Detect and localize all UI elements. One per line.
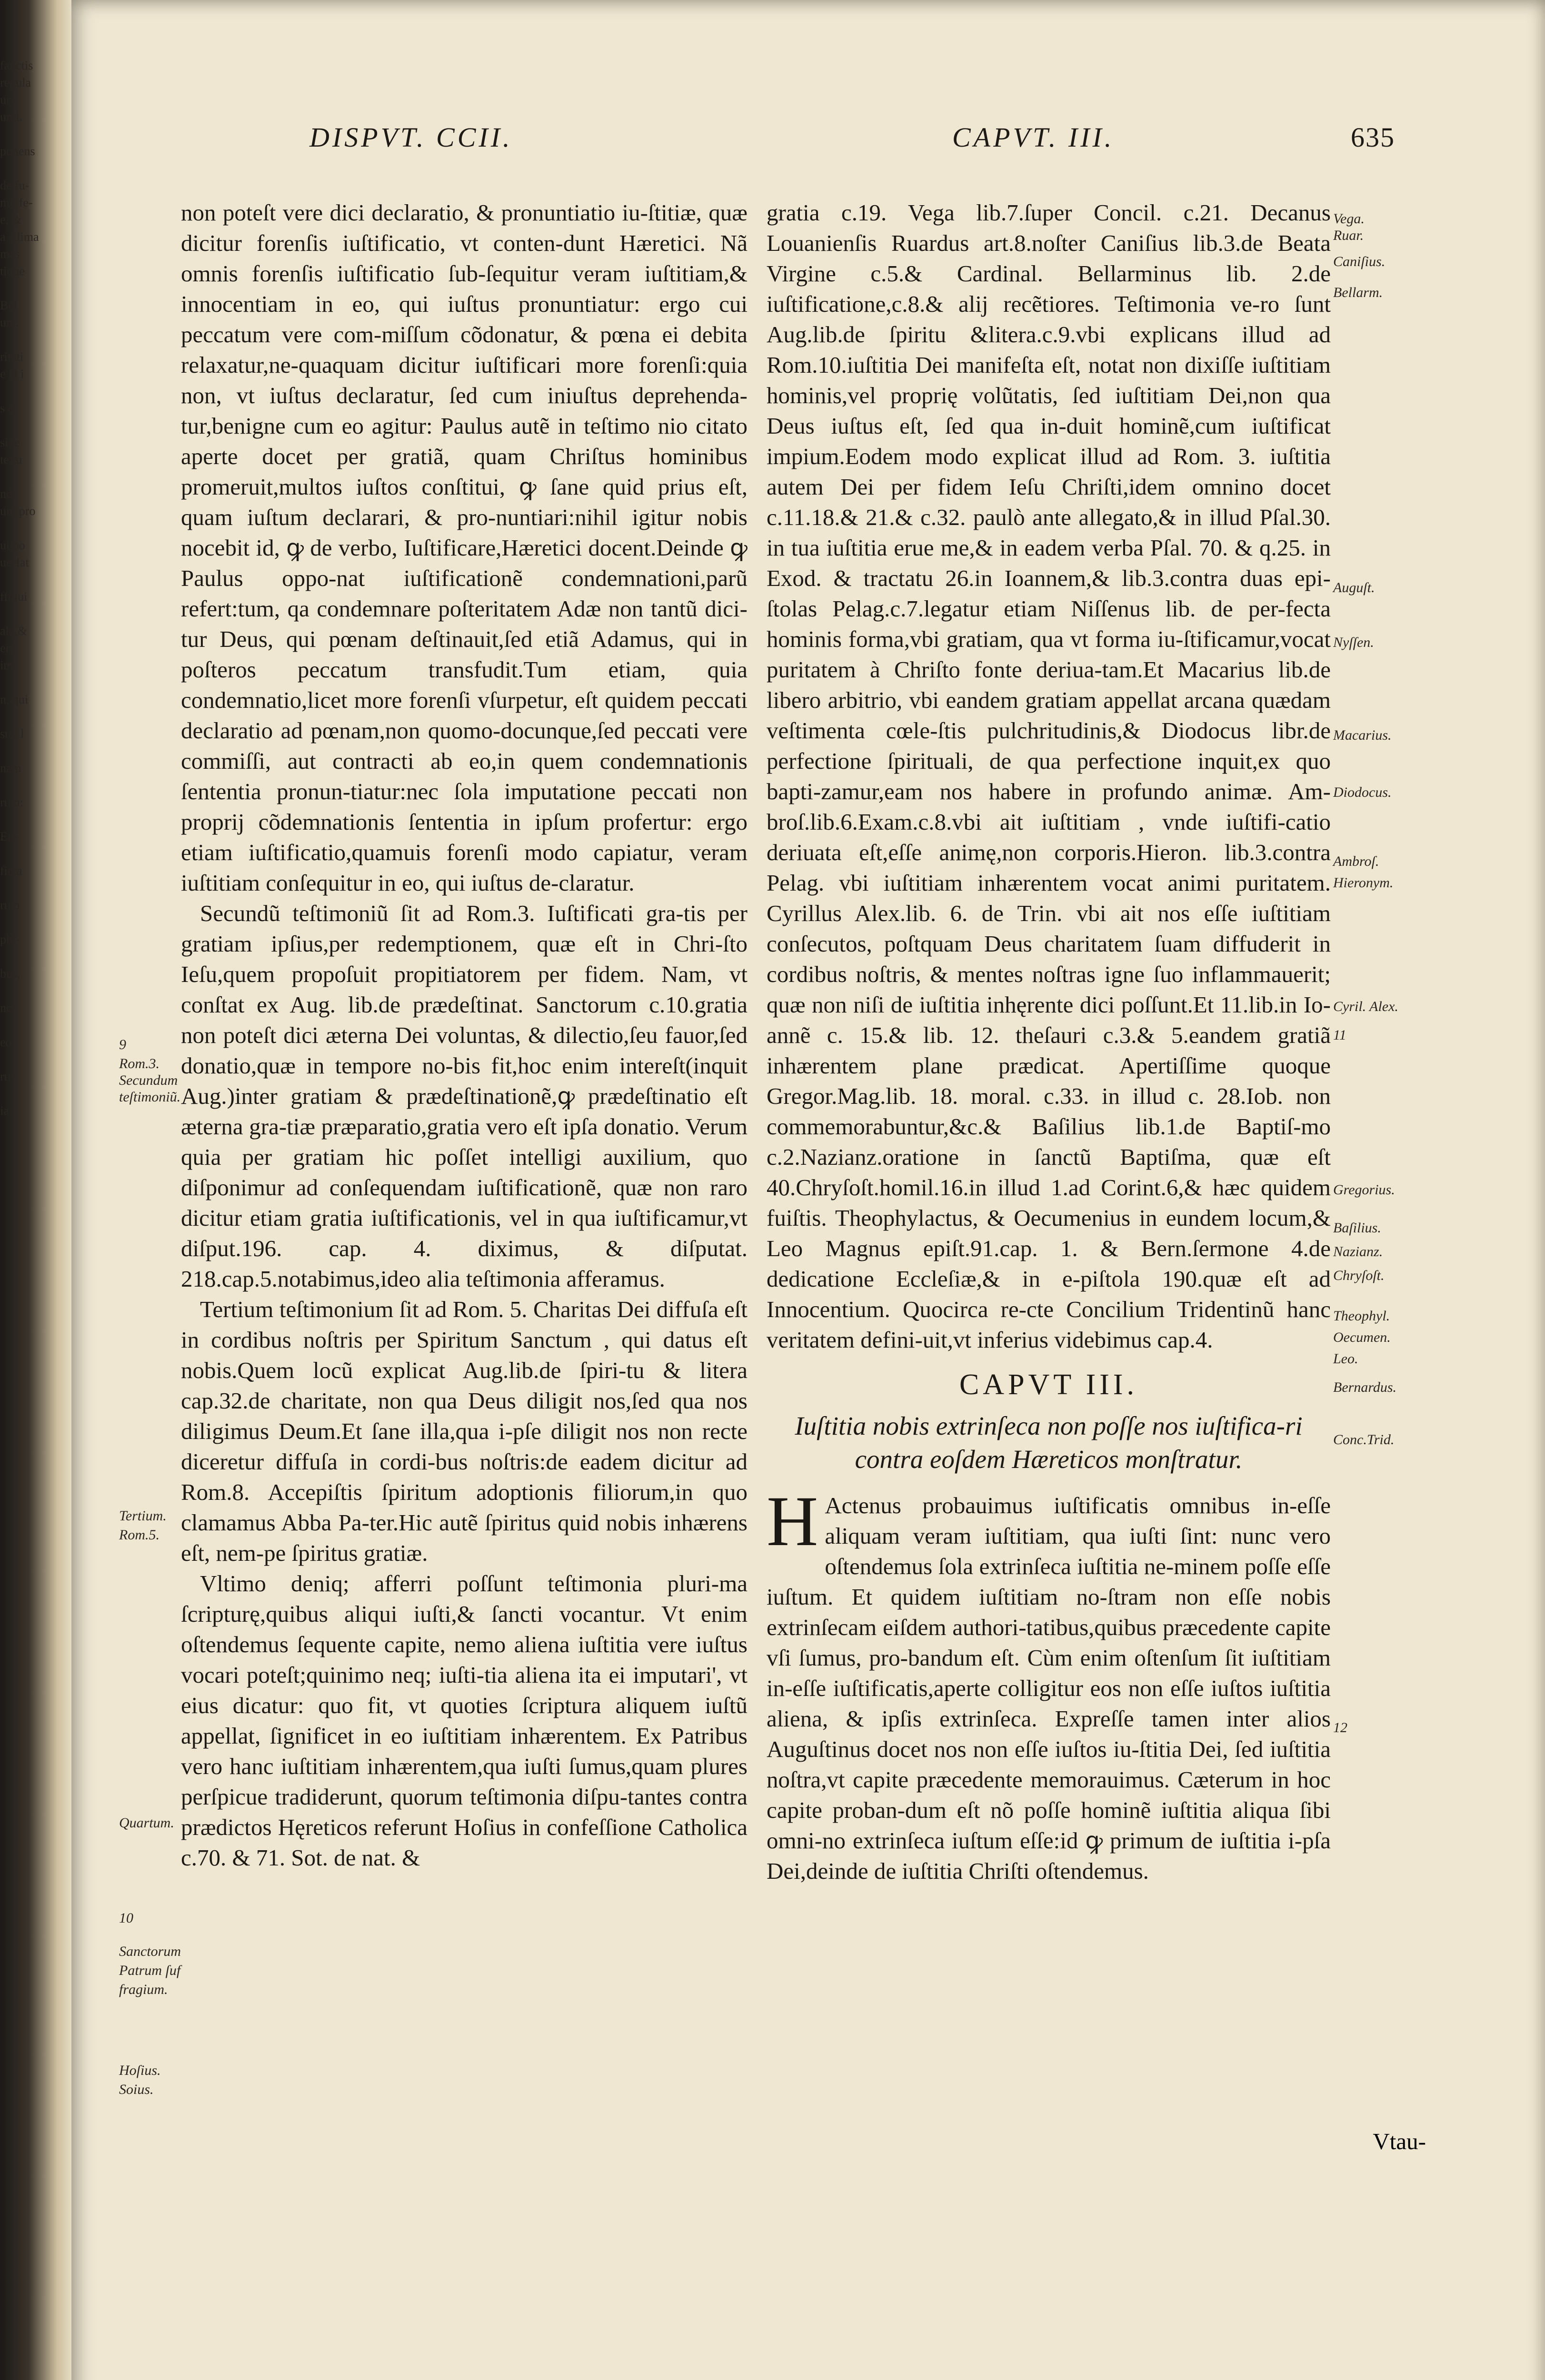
margin-note: Nazianz.: [1333, 1244, 1383, 1259]
margin-note: Sanctorum: [119, 1944, 181, 1959]
prev-page-fragment: phi-: [0, 932, 20, 946]
prev-page-fragment: nam: [0, 761, 21, 775]
margin-note: Tertium.: [119, 1508, 167, 1524]
prev-page-fragment: [0, 468, 62, 486]
prev-page-fragment: ffolui: [0, 590, 28, 604]
prev-page-fragment: [0, 845, 62, 863]
prev-page-fragment: rum:: [0, 795, 24, 809]
prev-page-fragment: im.: [0, 658, 16, 672]
prev-page-fragment: ru-: [0, 1070, 15, 1083]
prev-page-fragment: uerfat: [0, 555, 29, 569]
chapter-body: [767, 1482, 1331, 1886]
prev-page-fragment: [0, 331, 62, 348]
prev-page-fragment: e, &: [0, 213, 21, 227]
margin-note: Conc.Trid.: [1333, 1432, 1395, 1448]
prev-page-fragment: sine: [0, 436, 20, 449]
prev-page-fragment: s &: [0, 401, 18, 415]
margin-note: Baſilius.: [1333, 1220, 1381, 1236]
prev-page-fragment: um pro: [0, 504, 36, 518]
margin-note: Ruar.: [1333, 228, 1364, 243]
margin-note: Patrum ſuf: [119, 1963, 181, 1978]
margin-note: 11: [1333, 1027, 1346, 1043]
margin-note: Secundum: [119, 1072, 178, 1088]
prev-page-fragment: e D i: [0, 367, 24, 381]
prev-page-fragment: sui. l: [0, 727, 24, 741]
margin-note: Bellarm.: [1333, 285, 1383, 300]
prev-page-fragment: [0, 126, 62, 143]
header-caput: CAPVT. III.: [952, 122, 1115, 153]
margin-note: Rom.5.: [119, 1527, 159, 1543]
prev-page-fragment: um.: [0, 316, 19, 329]
margin-note: Auguſt.: [1333, 580, 1375, 595]
prev-page-fragment: nd:: [0, 487, 16, 501]
chapter-subtitle: Iuſtitia nobis extrinſeca non poſſe nos iuſtifica-ri contra eoſdem Hæreticos monſtratur.: [795, 1411, 1303, 1474]
prev-page-fragment: [0, 280, 62, 297]
prev-page-fragment: eo: [0, 1035, 12, 1049]
margin-note: Caniſius.: [1333, 254, 1386, 269]
margin-note: fragium.: [119, 1982, 168, 1997]
margin-note: 9: [119, 1037, 126, 1052]
prev-page-fragment: [0, 948, 62, 965]
margin-note: Diodocus.: [1333, 784, 1392, 800]
prev-page-fragment: mas: [0, 247, 20, 261]
prev-page-fragment: ficta: [0, 864, 22, 878]
margin-note: Nyſſen.: [1333, 635, 1374, 650]
margin-note: Gregorius.: [1333, 1182, 1395, 1198]
margin-note: Hieronym.: [1333, 875, 1394, 891]
margin-note: Bernardus.: [1333, 1379, 1397, 1395]
prev-page-fragment: [0, 571, 62, 588]
margin-note: Theophyl.: [1333, 1308, 1390, 1324]
margin-note: 12: [1333, 1720, 1347, 1735]
right-column: [767, 198, 1331, 1886]
margin-note: 10: [119, 1910, 133, 1926]
right-paragraph-1: gratia c.19. Vega lib.7.ſuper Concil. c.21. Decanus Louanienſis Ruardus art.8.noſter Caniſius lib.3.de Beata Virgine c.5.& Cardinal. Bellarminus lib. 2.de iuſtificatione,c.8.& alij recẽtiores. Teſtimonia ve-ro ſunt Aug.lib.de ſpiritu &litera.c.9.vbi explicans illud ad Rom.10.iuſtitia Dei manifeſta eſt, notat non dixiſſe iuſtitiam hominis,vel proprię volũtatis, ſed iuſtitiam Dei,non qua Deus iuſtus eſt, ſed qua in-duit hominẽ,cum iuſtificat impium.Eodem modo explicat illud ad Rom. 3. iuſtitia autem Dei per fidem Ieſu Chriſti,idem omnino docet c.11.18.& 21.& c.32. paulò ante allegato,& in illud Pſal.30. in tua iuſtitia erue me,& in eadem verba Pſal. 70. & q.25. in Exod. & tractatu 26.in Ioannem,& lib.3.contra duas epi-ſtolas Pelag.c.7.legatur etiam Niſſenus lib. de per-fecta hominis forma,vbi gratiam, qua vt forma iu-ſtificamur,vocat puritatem à Chriſto fonte deriua-tam.Et Macarius lib.de libero arbitrio, vbi eandem gratiam appellat arcana quædam veſtimenta cœle-ſtis pulchritudinis,& Diodocus libr.de perfectione ſpirituali, de qua perfectione inquit,ex quo bapti-zamur,eam nos habere in profundo animæ. Am-broſ.lib.6.Exam.c.8.vbi ait iuſtitiam , vnde iuſtifi-catio deriuata eſt,eſſe animę,non corporis.Hieron. lib.3.contra Pelag. vbi iuſtitiam inhærentem vocat animi puritatem. Cyrillus Alex.lib. 6. de Trin. vbi ait nos eſſe iuſtitiam conſecutos, poſtquam Deus charitatem ſuam diffuderit in cordibus noſtris, & mentes noſtras igne ſuo inflammauerit; quæ non niſi de iuſtitia inhęrente dici poſſunt.Et 11.lib.in Io-annẽ c. 15.& lib. 12. theſauri c.3.& 5.eandem gratiã inhærentem plane prædicat. Apertiſſime quoque Gregor.Mag.lib. 18. moral. c.33. in illud c. 28.Iob. non commemorabuntur,&c.& Baſilius lib.1.de Baptiſ-mo c.2.Nazianz.oratione in ſanctũ Baptiſma, quæ eſt 40.Chryſoſt.homil.16.in illud 1.ad Corint.6,& hæc quidem fuiſtis. Theophylactus, & Oecumenius in eundem locum,& Leo Magnus epiſt.91.cap. 1. & Bern.ſermone 4.de dedicatione Eccleſiæ,& in e-piſtola 190.quæ eſt ad Innocentium. Quocirca re-cte Concilium Tridentinũ hanc veritatem defini-uit,vt inferius videbimus cap.4.: [767, 199, 1331, 1353]
prev-page-fragment: fanctis: [0, 59, 33, 72]
prev-page-fragment: nc-: [0, 1001, 16, 1015]
prev-page-fragment: [0, 383, 62, 400]
prev-page-fragment: ero: [0, 641, 16, 655]
margin-note: Hoſius.: [119, 2063, 161, 2078]
prev-page-fragment: Bel: [0, 298, 18, 312]
prev-page-fragment: de fu-: [0, 178, 30, 192]
prev-page-fragment: [0, 1017, 62, 1034]
margin-note: teſtimoniũ.: [119, 1089, 181, 1105]
page-number: 635: [1351, 122, 1395, 153]
prev-page-fragment: [0, 914, 62, 931]
prev-page-fragment: [0, 777, 62, 794]
prev-page-fragment: ui po: [0, 538, 25, 552]
prev-page-fragment: [0, 880, 62, 897]
prev-page-fragment: [0, 160, 62, 177]
margin-note: Ambroſ.: [1333, 853, 1379, 869]
prev-page-fragment: [0, 708, 62, 725]
header-disputatio: DISPVT. CCII.: [309, 122, 513, 153]
prev-page-fragment: [0, 417, 62, 434]
margin-note: Vega.: [1333, 211, 1365, 227]
margin-note: Soius.: [119, 2082, 154, 2097]
prev-page-fragment: ale,&: [0, 624, 28, 638]
prev-page-fragment: mo fe-: [0, 196, 33, 209]
running-header: [309, 121, 1395, 159]
prev-page-fragment: umi.: [0, 110, 22, 124]
left-paragraph-2: Secundũ teſtimoniũ ſit ad Rom.3. Iuſtificati gra-tis per gratiam ipſius,per redemptionem, quæ eſt in Chri-ſto Ieſu,quem propoſuit propitiatorem per fidem. Nam, vt conſtat ex Aug. lib.de prædeſtinat. Sanctorum c.10.gratia non poteſt dici æterna Dei voluntas, & dilectio,ſeu fauor,ſed donatio,quæ in tempore no-bis fit,hoc enim intereſt(inquit Aug.)inter gratiam & prædeſtinationẽ,ꝙ prædeſtinatio eſt æterna gra-tiæ præparatio,gratia vero eſt ipſa donatio. Verum quia per gratiam hic poſſet intelligi auxilium, quo diſponimur ad conſequendam iuſtificationẽ, quæ non raro dicitur etiam gratia iuſtificationis, vel in qua iuſtificamur,vt diſput.196. cap. 4. diximus, & diſputat. 218.cap.5.notabimus,ideo alia teſtimonia afferamus.: [181, 900, 748, 1292]
left-column: [181, 198, 748, 1873]
prev-page-fragment: [0, 605, 62, 623]
prev-page-fragment: tique: [0, 264, 25, 278]
margin-note: Rom.3.: [119, 1056, 159, 1071]
catchword: Vtau-: [1373, 2128, 1426, 2154]
prev-page-fragment: [0, 520, 62, 537]
prev-page-fragment: ia: [0, 1104, 9, 1118]
margin-note: Quartum.: [119, 1815, 174, 1831]
prev-page-fragment: n, qui: [0, 693, 29, 706]
prev-page-fragment: rum: [0, 898, 20, 912]
prev-page-fragment: [0, 1085, 62, 1102]
margin-note: Cyril. Alex.: [1333, 999, 1398, 1014]
prev-page-fragment: [0, 674, 62, 691]
drop-cap-initial: H: [767, 1482, 818, 1561]
prev-page-fragment: [0, 982, 62, 1000]
prev-page-fragment: bus,: [0, 967, 20, 981]
left-paragraph-3: Tertium teſtimonium ſit ad Rom. 5. Charitas Dei diffuſa eſt in cordibus noſtris per Spiritum Sanctum , qui datus eſt nobis.Quem locũ explicat Aug.lib.de ſpiri-tu & litera cap.32.de charitate, non qua Deus diligit nos,ſed qua nos diligimus Deum.Et ſane illa,qua i-pſe diligit nos non recte diceretur diffuſa in cordi-bus noſtris:de eadem dicitur ad Rom.8. Accepiſtis ſpiritum adoptionis filiorum,in quo clamamus Abba Pa-ter.Hic autẽ ſpiritus quid nobis inhærens eſt, nem-pe ſpiritus gratiæ.: [181, 1296, 748, 1566]
margin-note: Oecumen.: [1333, 1329, 1391, 1345]
left-paragraph-1: non poteſt vere dici declaratio, & pronuntiatio iu-ſtitiæ, quæ dicitur forenſis iuſtificatio, vt conten-dunt Hæretici. Nã omnis forenſis iuſtificatio ſub-ſequitur veram iuſtitiam,& innocentiam in eo, qui iuſtus pronuntiatur: ergo cui peccatum vere com-miſſum cõdonatur, & pœna ei debita relaxatur,ne-quaquam dicitur iuſtificari more forenſi:quia non, vt iuſtus declaratur, ſed cum iniuſtus deprehenda-tur,benigne cum eo agitur: Paulus autẽ in teſtimo nio citato aperte docet per gratiã, quam Chriſtus hominibus promeruit,multos iuſtos conſtitui, ꝙ ſane quid prius eſt, quam iuſtum declarari, & pro-nuntiari:nihil igitur nobis nocebit id, ꝙ de verbo, Iuſtificare,Hæretici docent.Deinde ꝙ Paulus oppo-nat iuſtificationẽ condemnationi,parũ refert:tum, qa condemnare poſteritatem Adæ non tantũ dici-tur Deus, qui pœnam deſtinauit,ſed etiã Adamus, qui in poſteros peccatum transfudit.Tum etiam, quia condemnatio,licet more forenſi vſurpetur, eſt quidem peccati declaratio ad pœnam,non quomo-docunque,ſed peccati vere commiſſi, aut contracti ab eo,in quem condemnationis ſententia pronun-tiatur:nec ſola imputatione peccati non proprij cõdemnationis ſententia in ipſum profertur: ergo etiam iuſtificatio,quamuis forenſi modo capiatur, veram iuſtitiam conſequitur in eo, qui iuſtus de-claratur.: [181, 199, 748, 896]
prev-page-fragment: [0, 1051, 62, 1068]
chapter-body-text: Actenus probauimus iuſtificatis omnibus in-eſſe aliquam veram iuſtitiam, qua iuſti ſint: nunc vero oſtendemus ſola extrinſeca iuſtitia ne-minem poſſe eſſe iuſtum. Et quidem iuſtitiam no-ſtram non eſſe nobis extrinſecam eiſdem authori-tatibus,quibus præcedente capite vſi ſumus, pro-bandum eſt. Cùm enim oſtenſum ſit iuſtitiam in-eſſe iuſtificatis,aperte colligitur eos non eſſe iuſtos iuſtitia aliena, & ipſis extrinſeca. Expreſſe tamen inter alios Auguſtinus docet nos non eſſe iuſtos iu-ſtitia Dei, ſed iuſtitia noſtra,vt capite præcedente memorauimus. Cæterum in hoc capite proban-dum eſt nõ poſſe hominẽ iuſtitia aliqua ſibi omni-no extrinſeca iuſtum eſſe:id ꝙ primum de iuſtitia i-pſa Dei,deinde de iuſtitia Chriſti oſtendemus.: [767, 1492, 1331, 1884]
prev-page-fragment: [0, 811, 62, 828]
prev-page-fragment: regula: [0, 76, 31, 89]
prev-page-fragment: ponens: [0, 144, 35, 158]
prev-page-fragment: ur-: [0, 93, 14, 107]
margin-note: Leo.: [1333, 1351, 1358, 1367]
chapter-heading: CAPVT III.: [959, 1368, 1138, 1401]
prev-page-fragment: a Alima: [0, 230, 39, 244]
prev-page-fragment: ritati: [0, 350, 24, 364]
prev-page-fragment: [0, 743, 62, 760]
prev-page-fragment: Eu-: [0, 830, 18, 843]
previous-page-edge: [0, 57, 62, 2366]
margin-note: Chryſoſt.: [1333, 1268, 1385, 1283]
margin-note: Macarius.: [1333, 727, 1392, 743]
left-paragraph-4: Vltimo deniq; afferri poſſunt teſtimonia pluri-ma ſcripturę,quibus aliqui iuſti,& ſancti vocantur. Vt enim oſtendemus ſequente capite, nemo aliena iuſtitia vere iuſtus vocari poteſt;quinimo neq; iuſti-tia aliena ita ei imputari', vt eius dicatur: quo fit, vt quoties ſcriptura aliquem iuſtũ appellat, ſignificet in eo iuſtitiam inhærentem. Ex Patribus vero hanc iuſtitiam inhærentem,qua iuſti ſumus,quam plures perſpicue tradiderunt, quorum teſtimonia diſpu-tantes contra prædictos Hęreticos referunt Hoſius in confeſſione Catholica c.70. & 71. Sot. de nat. &: [181, 1570, 748, 1871]
prev-page-fragment: te:tu: [0, 453, 22, 466]
